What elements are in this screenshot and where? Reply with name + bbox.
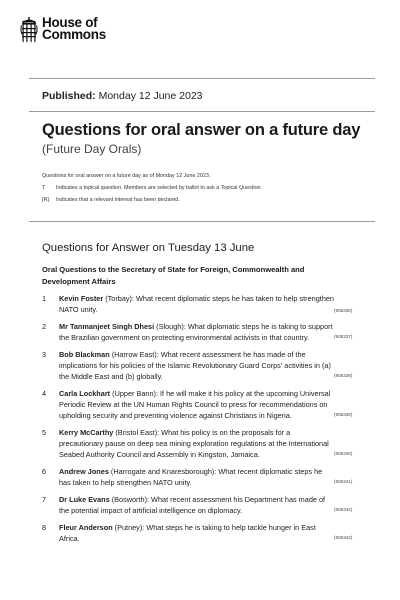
question-number: 1 xyxy=(42,294,47,303)
question-reference: (905338) xyxy=(334,373,353,378)
page-title: Questions for oral answer on a future day xyxy=(42,121,361,139)
question-number: 5 xyxy=(42,428,47,437)
question-body: (Upper Bann): If he will make it his policy at the upcoming Universal Periodic Review at the UN Human Rights Council to press for recommendations on upholding security and preventing violence against Christians in Nigeria. xyxy=(59,389,331,420)
page-subtitle: (Future Day Orals) xyxy=(42,142,142,156)
member-name: Fleur Anderson xyxy=(59,523,113,532)
question-body: (Harrogate and Knaresborough): What recent diplomatic steps he has taken to help strengthen NATO unity. xyxy=(59,467,323,487)
member-name: Carla Lockhart xyxy=(59,389,111,398)
question-reference: (905340) xyxy=(334,451,353,456)
house-of-commons-logo xyxy=(20,17,106,45)
question-body: (Harrow East): What recent assessment he has made of the implications for his policies of the Islamic Revolutionary Guard Corps' activities in (a) the Middle East and (b) globally. xyxy=(59,350,331,381)
logo-wordmark xyxy=(42,17,106,41)
published-divider xyxy=(29,111,375,112)
question-body: (Slough): What diplomatic steps he is taking to support the Brazilian government on protecting environmental activists in that country. xyxy=(59,322,333,342)
intro-notes xyxy=(42,170,262,206)
question-text xyxy=(59,293,335,315)
department-heading: Oral Questions to the Secretary of State for Foreign, Commonwealth and Development Affairs xyxy=(42,265,305,286)
member-name: Kevin Foster xyxy=(59,294,104,303)
published-date: Monday 12 June 2023 xyxy=(98,90,203,102)
question-reference: (905341) xyxy=(334,479,353,484)
member-name: Dr Luke Evans xyxy=(59,495,110,504)
logo-line-2: Commons xyxy=(42,27,106,42)
question-number: 8 xyxy=(42,523,47,532)
question-text xyxy=(59,494,335,516)
question-reference: (905343) xyxy=(334,535,353,540)
interest-key-text: Indicates that a relevant interest has been declared. xyxy=(56,197,180,203)
logo-line-1: House of xyxy=(42,15,98,30)
question-number: 7 xyxy=(42,495,47,504)
question-text xyxy=(59,349,335,382)
question-reference: (905337) xyxy=(334,334,353,339)
question-reference: (905342) xyxy=(334,507,353,512)
question-body: (Bristol East): What his policy is on the proposals for a precautionary pause on deep sea mining exploration regulations at the International Seabed Authority Council and Assembly in Kingston, Jamaica. xyxy=(59,428,329,459)
question-number: 3 xyxy=(42,350,47,359)
question-text xyxy=(59,427,335,460)
top-divider xyxy=(29,78,375,79)
question-text xyxy=(59,466,335,488)
question-reference: (905339) xyxy=(334,412,353,417)
topical-key-line xyxy=(42,182,262,194)
member-name: Mr Tanmanjeet Singh Dhesi xyxy=(59,322,155,331)
portcullis-icon xyxy=(20,17,38,45)
question-body: (Torbay): What recent diplomatic steps he has taken to help strengthen NATO unity. xyxy=(59,294,334,314)
question-number: 2 xyxy=(42,322,47,331)
question-text xyxy=(59,321,335,343)
topical-key: T xyxy=(42,185,46,191)
interest-key-line xyxy=(42,194,262,206)
interest-key: [R] xyxy=(42,197,49,203)
topical-key-text: Indicates a topical question. Members are selected by ballot to ask a Topical Question. xyxy=(56,185,263,191)
intro-line: Questions for oral answer on a future day as of Monday 12 June 2023. xyxy=(42,173,211,179)
published-line xyxy=(42,90,203,102)
member-name: Bob Blackman xyxy=(59,350,110,359)
question-text xyxy=(59,388,335,421)
intro-divider xyxy=(29,221,375,222)
member-name: Kerry McCarthy xyxy=(59,428,114,437)
member-name: Andrew Jones xyxy=(59,467,109,476)
question-reference: (905336) xyxy=(334,308,353,313)
question-body: (Putney): What steps he is taking to help tackle hunger in East Africa. xyxy=(59,523,316,543)
question-body: (Bosworth): What recent assessment his Department has made of the potential impact of artificial intelligence on diplomacy. xyxy=(59,495,326,515)
question-text xyxy=(59,522,335,544)
question-number: 6 xyxy=(42,467,47,476)
section-heading: Questions for Answer on Tuesday 13 June xyxy=(42,242,255,254)
question-number: 4 xyxy=(42,389,47,398)
published-label: Published: xyxy=(42,90,96,102)
